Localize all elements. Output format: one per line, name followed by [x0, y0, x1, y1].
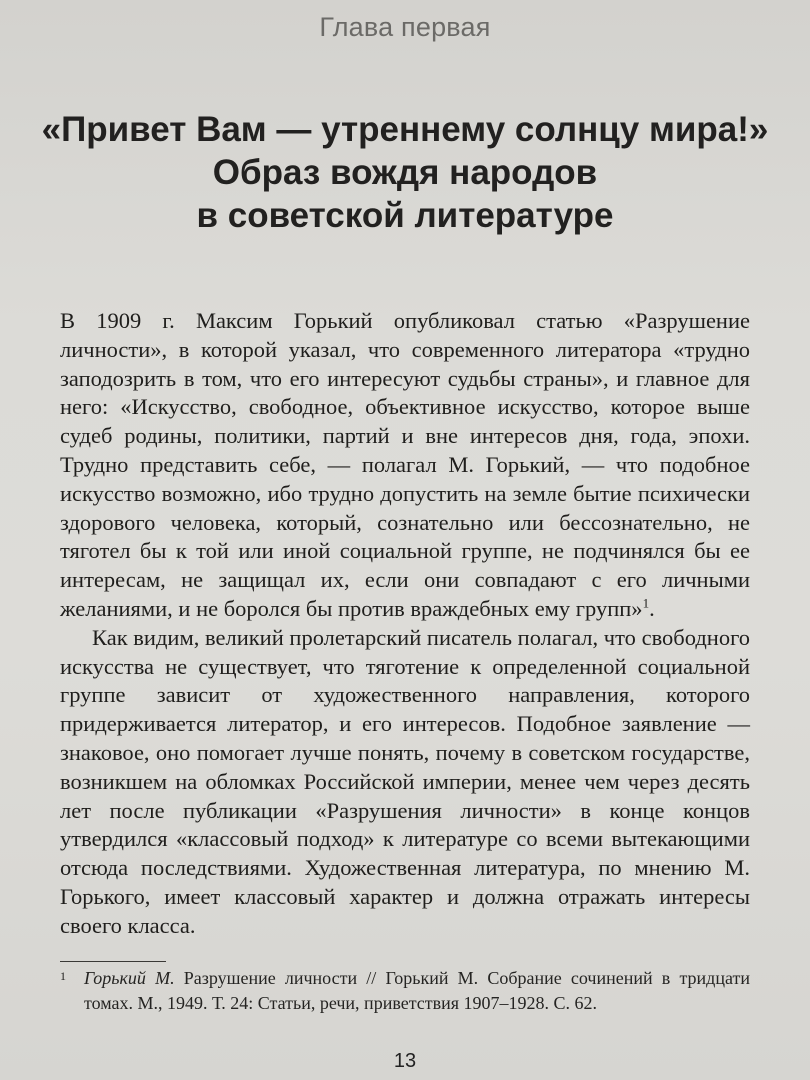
footnote — [60, 966, 750, 1016]
footnote-reference[interactable]: 1 — [642, 595, 650, 611]
footnote-body — [84, 966, 750, 1016]
title-line-3: в советской литературе — [196, 196, 614, 235]
paragraph-1: В 1909 г. Максим Горький опубликовал статью «Разрушение личности», в которой указал, что современного литератора «трудно заподозрить в том, что его интересуют судьбы страны», и главное для него: «Искусство, свободное, объективное искусство, которое выше судеб родины, политики, партий и вне интересов дня, года, эпохи. Трудно представить себе, — полагал М. Горький, — что подобное искусство возможно, ибо трудно допустить на земле бытие психически здорового человека, который, сознательно или бессознательно, не тяготел бы к той или иной социальной группе, не подчинялся бы ее интересам, не защищал их, если они совпадают с его личными желаниями, и не боролся бы против враждебных ему групп»$^1$. — [60, 308, 750, 621]
body-text — [60, 307, 750, 941]
footnote-author: Горький М. — [84, 968, 175, 988]
title-line-2: Образ вождя народов — [212, 153, 598, 192]
footnote-text: Разрушение личности // Горький М. Собрание сочинений в тридцати томах. М., 1949. Т. 24: Статьи, речи, приветствия 1907–1928. С. 62. — [84, 968, 750, 1013]
chapter-title — [40, 108, 770, 237]
footnote-mark: 1 — [60, 969, 66, 983]
paragraph-2: Как видим, великий пролетарский писатель полагал, что свободного искусства не существует, что тяготение к определенной социальной группе зависит от художественного направления, которого придерживается литератор, и его интересов. Подобное заявление — знаковое, оно помогает лучше понять, почему в советском государстве, возникшем на обломках Российской империи, менее чем через десять лет после публикации «Разрушения личности» в конце концов утвердился «классовый подход» к литературе со всеми вытекающими отсюда последствиями. Художественная литература, по мнению М. Горького, имеет классовый характер и должна отражать интересы своего класса. — [60, 624, 750, 938]
title-line-1: «Привет Вам — утреннему солнцу мира!» — [41, 110, 769, 149]
paragraph-1-text: В 1909 г. Максим Горький опубликовал статью «Разрушение личности», в которой указал, что современного литератора «трудно заподозрить в том, что его интересуют судьбы страны», и главное для него: «Искусство, свободное, объективное искусство, которое выше судеб родины, политики, партий и вне интересов дня, года, эпохи. Трудно представить себе, — полагал М. Горький, — что подобное искусство возможно, ибо трудно допустить на земле бытие психически здорового человека, который, сознательно или бессознательно, не тяготел бы к той или иной социальной группе, не подчинялся бы ее интересам, не защищал их, если они совпадают с его личными желаниями, и не боролся бы против враждебных ему групп» — [60, 308, 750, 621]
page-number: 13 — [393, 1050, 417, 1072]
footnote-divider — [60, 961, 166, 962]
chapter-label: Глава первая — [319, 12, 491, 42]
